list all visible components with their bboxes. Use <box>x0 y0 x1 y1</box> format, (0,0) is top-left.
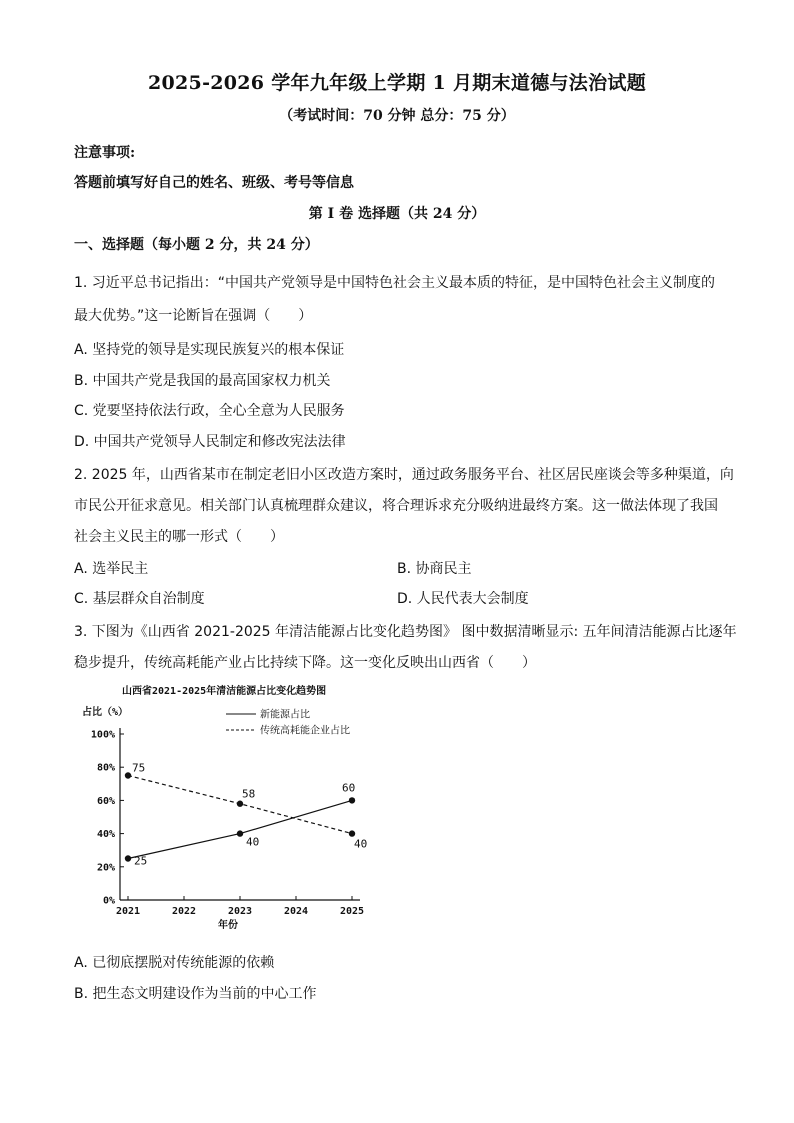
series-line <box>128 800 352 858</box>
y-tick-label: 0% <box>102 895 115 907</box>
y-tick-label: 80% <box>96 762 115 774</box>
data-point <box>237 830 243 836</box>
y-tick-label: 100% <box>90 729 115 741</box>
y-tick-label: 20% <box>96 862 115 874</box>
data-point <box>237 801 243 807</box>
chart-ylabel: 占比（%） <box>82 707 129 718</box>
legend-label: 传统高耗能企业占比 <box>260 725 350 737</box>
question-1-option-d[interactable]: D. 中国共产党领导人民制定和修改宪法法律 <box>74 434 346 450</box>
chart-axes <box>91 728 364 917</box>
question-2-option-a[interactable]: A. 选举民主 <box>74 561 149 577</box>
part-heading: 一、选择题（每小题 2 分，共 24 分） <box>74 237 319 253</box>
data-point <box>349 797 355 803</box>
notice-heading: 注意事项: <box>74 145 136 161</box>
question-2-line-1: 2. 2025 年，山西省某市在制定老旧小区改造方案时，通过政务服务平台、社区居民座谈会等多种渠道，向 <box>74 467 734 483</box>
legend-label: 新能源占比 <box>260 709 310 721</box>
question-2-line-2: 市民公开征求意见。相关部门认真梳理群众建议，将合理诉求充分吸纳进最终方案。这一做法体现了我国 <box>74 498 718 514</box>
energy-trend-chart <box>74 680 394 930</box>
volume-heading: 第 I 卷 选择题（共 24 分） <box>308 206 486 222</box>
question-1-option-c[interactable]: C. 党要坚持依法行政，全心全意为人民服务 <box>74 403 345 419</box>
chart-legend <box>226 708 350 737</box>
x-tick-label: 2024 <box>283 906 309 917</box>
data-label: 58 <box>242 787 256 801</box>
y-tick-label: 40% <box>96 829 115 841</box>
question-3-option-a[interactable]: A. 已彻底摆脱对传统能源的依赖 <box>74 955 275 971</box>
question-1-line-2: 最大优势。”这一论断旨在强调（ ） <box>74 308 313 324</box>
data-label: 40 <box>246 835 260 849</box>
data-label: 60 <box>342 781 356 795</box>
x-tick-label: 2021 <box>115 906 141 917</box>
question-2-option-b[interactable]: B. 协商民主 <box>397 561 472 577</box>
x-tick-label: 2022 <box>171 906 197 917</box>
y-tick-label: 60% <box>96 795 115 807</box>
data-point <box>125 772 131 778</box>
x-tick-label: 2023 <box>227 906 253 917</box>
exam-subtitle: （考试时间：70 分钟 总分：75 分） <box>279 108 515 124</box>
question-1-option-a[interactable]: A. 坚持党的领导是实现民族复兴的根本保证 <box>74 342 345 358</box>
data-point <box>125 855 131 861</box>
data-label: 40 <box>354 837 368 851</box>
question-1-line-1: 1. 习近平总书记指出：“中国共产党领导是中国特色社会主义最本质的特征，是中国特色社会主义制度的 <box>74 275 716 291</box>
question-2-line-3: 社会主义民主的哪一形式（ ） <box>74 529 284 545</box>
question-1-option-b[interactable]: B. 中国共产党是我国的最高国家权力机关 <box>74 373 331 389</box>
data-label: 25 <box>134 854 148 868</box>
data-point <box>349 830 355 836</box>
data-label: 75 <box>132 761 146 775</box>
chart-title: 山西省2021-2025年清洁能源占比变化趋势图 <box>122 686 327 697</box>
question-3-line-2: 稳步提升，传统高耗能产业占比持续下降。这一变化反映出山西省（ ） <box>74 655 536 671</box>
x-tick-label: 2025 <box>339 906 365 917</box>
question-3-option-b[interactable]: B. 把生态文明建设作为当前的中心工作 <box>74 986 317 1002</box>
notice-text: 答题前填写好自己的姓名、班级、考号等信息 <box>74 175 354 191</box>
exam-title: 2025-2026 学年九年级上学期 1 月期末道德与法治试题 <box>147 72 646 94</box>
chart-series-layer <box>125 762 367 868</box>
question-3-line-1: 3. 下图为《山西省 2021-2025 年清洁能源占比变化趋势图》 图中数据清晰显示: 五年间清洁能源占比逐年 <box>74 624 737 640</box>
question-2-option-c[interactable]: C. 基层群众自治制度 <box>74 591 205 607</box>
question-2-option-d[interactable]: D. 人民代表大会制度 <box>397 591 529 607</box>
chart-xlabel: 年份 <box>218 920 238 930</box>
